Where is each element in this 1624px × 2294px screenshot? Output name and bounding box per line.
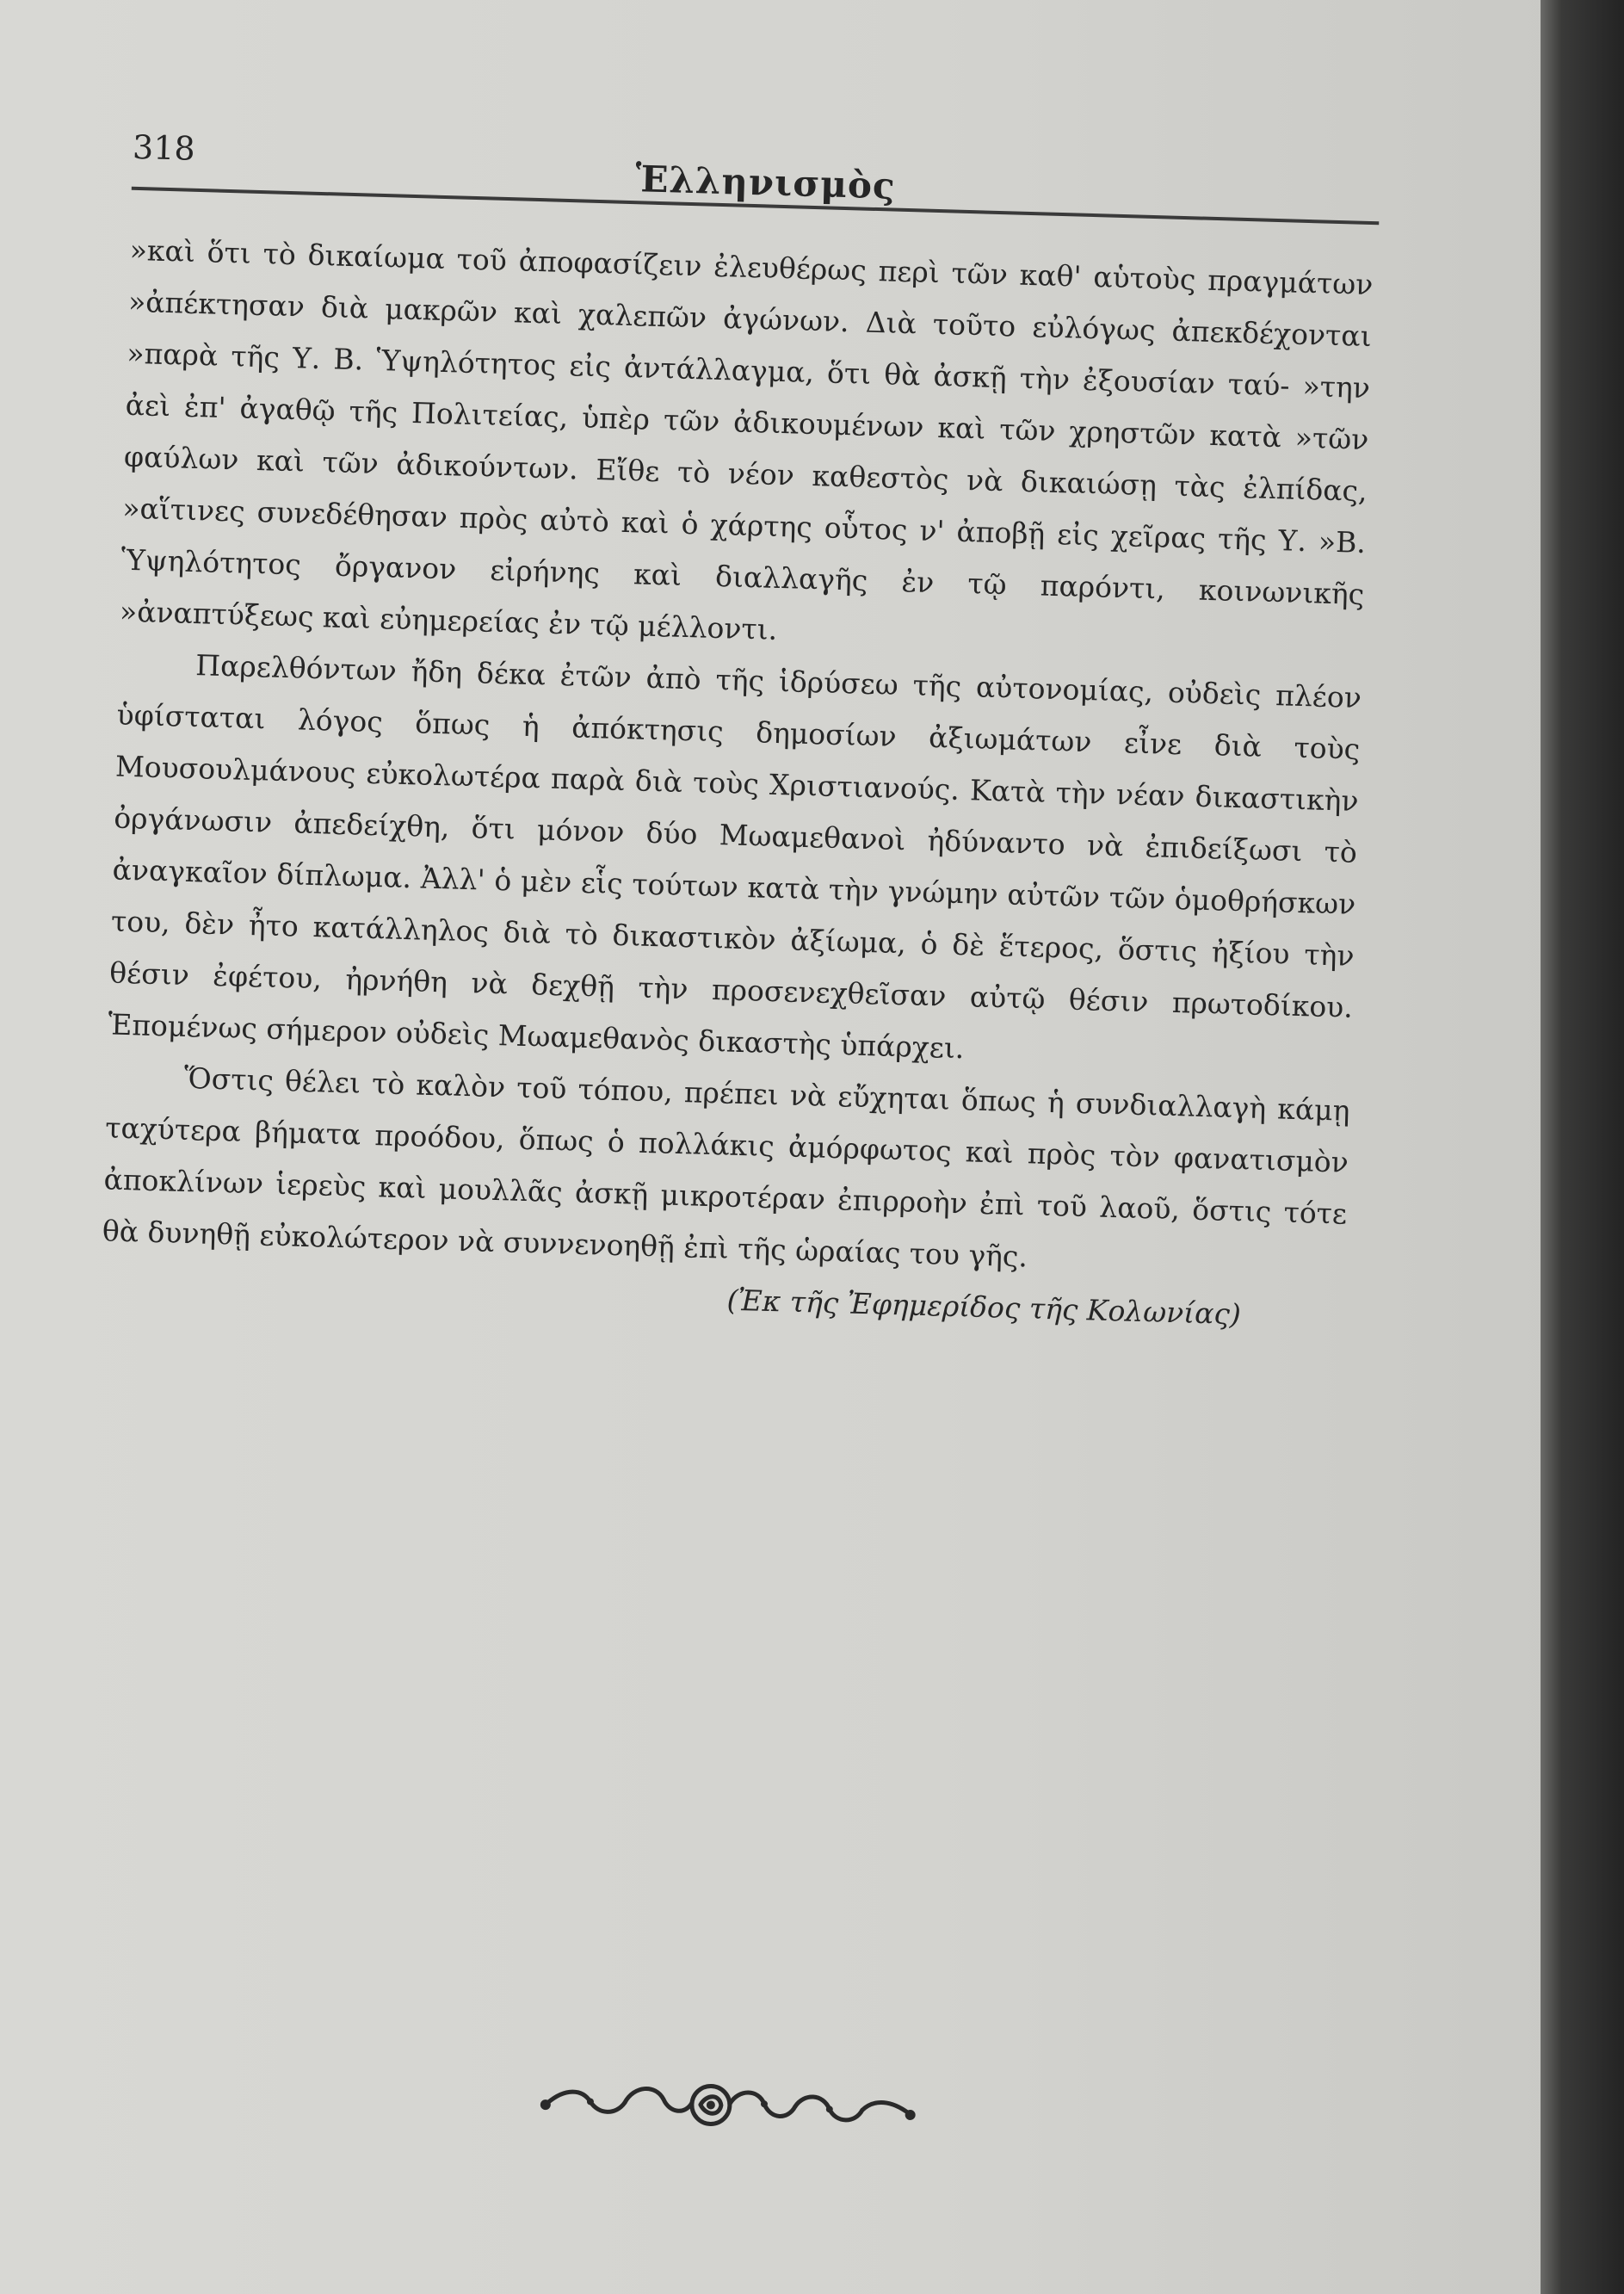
page-content (102, 121, 1374, 1332)
page-header (106, 121, 1372, 216)
page-number: 318 (132, 127, 196, 168)
floral-ornament-icon (538, 2070, 918, 2141)
running-title: Ἑλληνισμὸς (634, 158, 897, 207)
paragraph-2: Ὅστις θέλει τὸ καλὸν τοῦ τόπου, πρέπει νὰ εὔχηται ὅπως ἡ συνδιαλλαγὴ κάμῃ ταχύτερα βήματα προόδου, ὅπως ὁ πολλάκις ἀμόρφωτος καὶ πρὸς τὸν φανατισμὸν ἀποκλίνων ἱερεὺς καὶ μουλλᾶς ἀσκῇ μικροτέραν ἐπιρροὴν ἐπὶ τοῦ λαοῦ, ὅστις τότε θὰ δυνηθῇ εὐκολώτερον νὰ συννενοηθῇ ἐπὶ τῆς ὡραίας του γῆς. (102, 1060, 1350, 1274)
body-text (100, 225, 1374, 1344)
paragraph-1: Παρελθόντων ἤδη δέκα ἐτῶν ἀπὸ τῆς ἱδρύσεω τῆς αὐτονομίας, οὐδεὶς πλέον ὑφίσταται λόγος ὅπως ἡ ἀπόκτησις δημοσίων ἀξιωμάτων εἶνε διὰ τοὺς Μουσουλμάνους εὐκολωτέρα παρὰ διὰ τοὺς Χριστιανούς. Κατὰ τὴν νέαν δικαστικὴν ὀργάνωσιν ἀπεδείχθη, ὅτι μόνον δύο Μωαμεθανοὶ ἠδύναντο νὰ ἐπιδείξωσι τὸ ἀναγκαῖον δίπλωμα. Ἀλλ' ὁ μὲν εἷς τούτων κατὰ τὴν γνώμην αὐτῶν τῶν ὁμοθρήσκων του, δὲν ἦτο κατάλληλος διὰ τὸ δικαστικὸν ἀξίωμα, ὁ δὲ ἕτερος, ὅστις ἠξίου τὴν θέσιν ἐφέτου, ἠρνήθη νὰ δεχθῇ τὴν προσενεχθεῖσαν αὐτῷ θέσιν πρωτοδίκου. Ἑπομένως σήμερον οὐδεὶς Μωαμεθανὸς δικαστὴς ὑπάρχει. (108, 648, 1362, 1066)
quote-paragraph: »καὶ ὅτι τὸ δικαίωμα τοῦ ἀποφασίζειν ἐλευθέρως περὶ τῶν καθ' αὑτοὺς πραγμάτων »ἀπέκτησαν διὰ μακρῶν καὶ χαλεπῶν ἀγώνων. Διὰ τοῦτο εὐλόγως ἀπεκδέχονται »παρὰ τῆς Υ. Β. Ὑψηλότητος εἰς ἀντάλλαγμα, ὅτι θὰ ἀσκῇ τὴν ἐξουσίαν ταύ- »την ἀεὶ ἐπ' ἀγαθῷ τῆς Πολιτείας, ὑπὲρ τῶν ἀδικουμένων καὶ τῶν χρηστῶν κατὰ »τῶν φαύλων καὶ τῶν ἀδικούντων. Εἴθε τὸ νέον καθεστὸς νὰ δικαιώσῃ τὰς ἐλπίδας, »αἵτινες συνεδέθησαν πρὸς αὐτὸ καὶ ὁ χάρτης οὗτος ν' ἀποβῇ εἰς χεῖρας τῆς Υ. »Β. Ὑψηλότητος ὄργανον εἰρήνης καὶ διαλλαγῆς ἐν τῷ παρόντι, κοινωνικῆς »ἀναπτύξεως καὶ εὐημερείας ἐν τῷ μέλλοντι. (119, 232, 1374, 646)
book-binding-edge (1541, 0, 1624, 2294)
source-citation: (Ἐκ τῆς Ἐφημερίδος τῆς Κολωνίας) (726, 1283, 1242, 1332)
